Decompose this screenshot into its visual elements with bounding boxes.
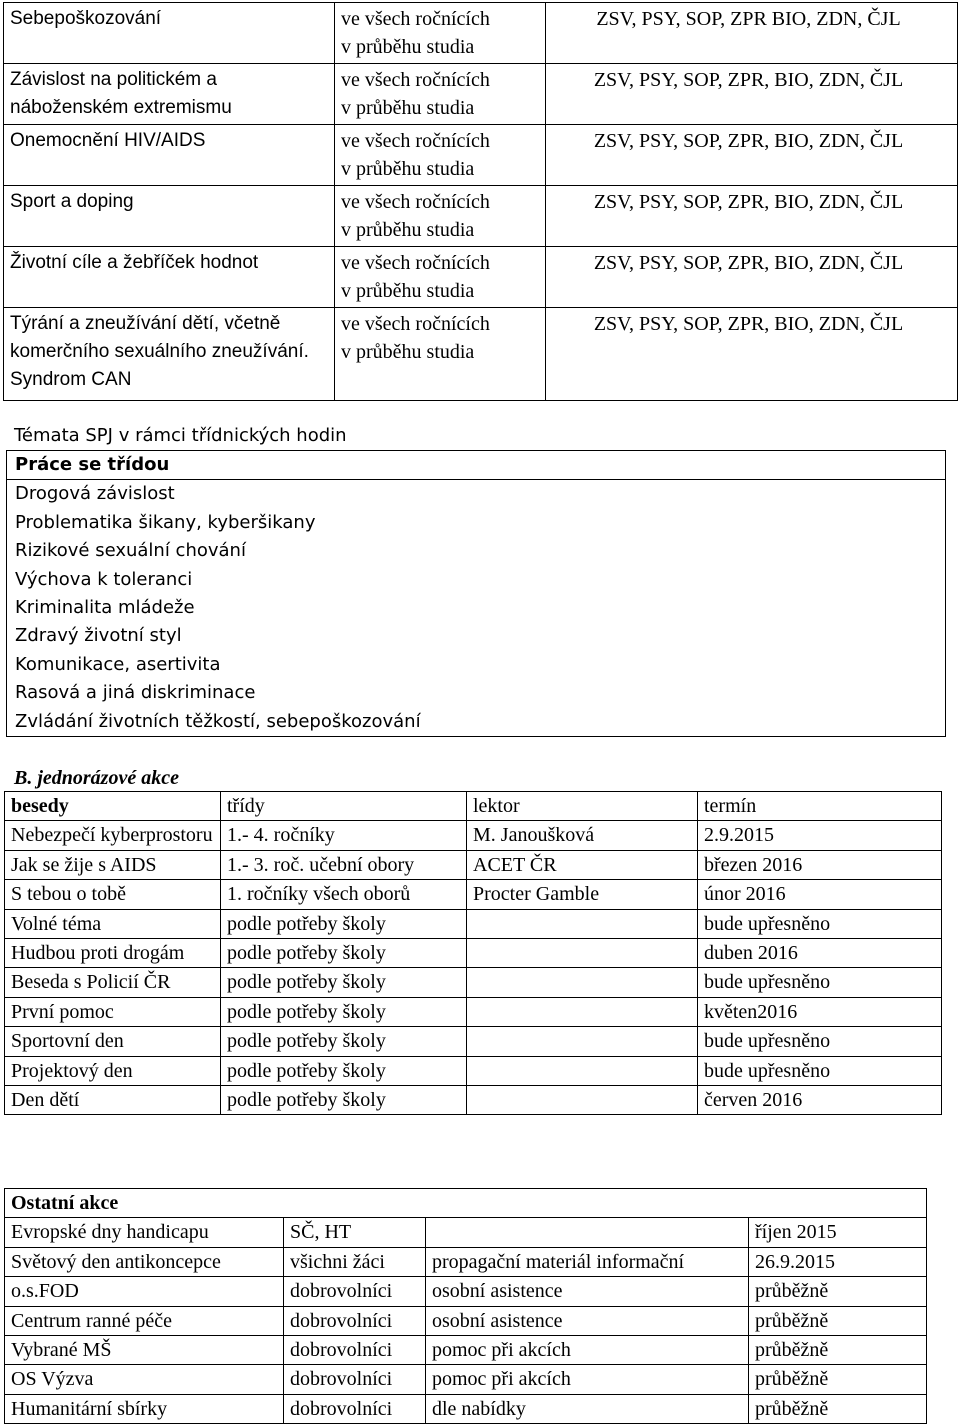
list-item: Zvládání životních těžkostí, sebepoškozování [15,710,421,732]
table-cell: 2.9.2015 [698,821,942,850]
table-cell: SČ, HT [284,1218,426,1247]
table-cell: červen 2016 [698,1086,942,1115]
table-cell: 1.- 4. ročníky [221,821,467,850]
subjects-cell: ZSV, PSY, SOP, ZPR, BIO, ZDN, ČJL [546,64,958,125]
column-header: termín [698,792,942,821]
table-cell: Projektový den [5,1056,221,1085]
table-cell: ACET ČR [467,850,698,879]
table-cell: bude upřesněno [698,968,942,997]
table-row [5,850,942,879]
table-cell: Nebezpečí kyberprostoru [5,821,221,850]
table-cell: Evropské dny handicapu [5,1218,284,1247]
table-cell: 1.- 3. roč. učební obory [221,850,467,879]
column-header: třídy [221,792,467,821]
table-cell: Procter Gamble [467,880,698,909]
table-row [4,3,958,64]
table-cell [467,968,698,997]
list-item: Výchova k toleranci [15,568,193,590]
table-cell: podle potřeby školy [221,1027,467,1056]
table-cell: Humanitární sbírky [5,1394,284,1423]
topic-cell: Sport a doping [4,186,335,247]
spj-table [6,450,946,737]
list-item: Rizikové sexuální chování [15,540,246,562]
table-header-row [5,792,942,821]
table-cell: Volné téma [5,909,221,938]
table-cell: průběžně [749,1277,927,1306]
when-cell: ve všech ročnících v průběhu studia [335,186,546,247]
when-cell: ve všech ročnících v průběhu studia [335,247,546,308]
events-table [4,791,942,1115]
subjects-cell: ZSV, PSY, SOP, ZPR, BIO, ZDN, ČJL [546,125,958,186]
topic-cell: Závislost na politickém a náboženském extremismu [4,64,335,125]
table-cell: průběžně [749,1365,927,1394]
table-cell: pomoc při akcích [426,1336,749,1365]
table-cell: 1. ročníky všech oborů [221,880,467,909]
list-item: Drogová závislost [15,483,175,505]
table-cell [467,1086,698,1115]
table-row [5,1218,927,1247]
table-cell: únor 2016 [698,880,942,909]
table-row [4,308,958,401]
table-cell: Den dětí [5,1086,221,1115]
topic-cell: Onemocnění HIV/AIDS [4,125,335,186]
when-cell: ve všech ročnících v průběhu studia [335,64,546,125]
table-cell: dobrovolníci [284,1336,426,1365]
table-cell: S tebou o tobě [5,880,221,909]
table-cell: dobrovolníci [284,1277,426,1306]
subjects-cell: ZSV, PSY, SOP, ZPR BIO, ZDN, ČJL [546,3,958,64]
when-cell: ve všech ročnících v průběhu studia [335,308,546,401]
when-cell: ve všech ročnících v průběhu studia [335,3,546,64]
table-cell: podle potřeby školy [221,909,467,938]
table-cell: březen 2016 [698,850,942,879]
table-cell: osobní asistence [426,1277,749,1306]
when-cell: ve všech ročnících v průběhu studia [335,125,546,186]
table-cell: bude upřesněno [698,1056,942,1085]
table-row [4,247,958,308]
table-cell: M. Janoušková [467,821,698,850]
table-row [5,939,942,968]
table-cell [467,997,698,1026]
table-cell: Hudbou proti drogám [5,939,221,968]
table-cell: podle potřeby školy [221,968,467,997]
table-cell: průběžně [749,1306,927,1335]
table-row [5,1056,942,1085]
table-row [7,480,946,737]
table-row [5,1027,942,1056]
other-events-table [4,1188,927,1424]
table-cell: Vybrané MŠ [5,1336,284,1365]
table-cell: všichni žáci [284,1247,426,1276]
table-cell [467,1056,698,1085]
list-item: Komunikace, asertivita [15,653,221,675]
table-row [5,997,942,1026]
table-cell: dle nabídky [426,1394,749,1423]
table-header-row [5,1189,927,1218]
table-cell: Jak se žije s AIDS [5,850,221,879]
column-header: besedy [5,792,221,821]
table-cell: dobrovolníci [284,1365,426,1394]
table-row [4,125,958,186]
table-row [5,1336,927,1365]
table-cell [467,1027,698,1056]
table-row [5,1086,942,1115]
table-cell [426,1218,749,1247]
table-cell: podle potřeby školy [221,997,467,1026]
list-item: Kriminalita mládeže [15,597,195,619]
other-events-title: Ostatní akce [5,1189,927,1218]
table-cell: osobní asistence [426,1306,749,1335]
spj-header: Práce se třídou [7,451,946,480]
table-cell: průběžně [749,1394,927,1423]
table-row [5,880,942,909]
spj-items [7,480,946,737]
table-row [4,186,958,247]
table-cell: Sportovní den [5,1027,221,1056]
table-row [5,968,942,997]
table-cell: dobrovolníci [284,1306,426,1335]
list-item: Rasová a jiná diskriminace [15,682,256,704]
table-row [7,451,946,480]
table-cell: duben 2016 [698,939,942,968]
table-cell: podle potřeby školy [221,939,467,968]
table-cell: květen2016 [698,997,942,1026]
topic-cell: Životní cíle a žebříček hodnot [4,247,335,308]
column-header: lektor [467,792,698,821]
subjects-cell: ZSV, PSY, SOP, ZPR, BIO, ZDN, ČJL [546,247,958,308]
table-cell: bude upřesněno [698,909,942,938]
table-cell: Centrum ranné péče [5,1306,284,1335]
list-item: Problematika šikany, kyberšikany [15,511,316,533]
table-row [4,64,958,125]
topics-table [3,2,958,401]
table-cell: dobrovolníci [284,1394,426,1423]
table-row [5,821,942,850]
topic-cell: Týrání a zneužívání dětí, včetně komerčního sexuálního zneužívání. Syndrom CAN [4,308,335,401]
table-row [5,1306,927,1335]
subjects-cell: ZSV, PSY, SOP, ZPR, BIO, ZDN, ČJL [546,186,958,247]
section-title: B. jednorázové akce [14,767,179,789]
table-cell: pomoc při akcích [426,1365,749,1394]
topic-cell: Sebepoškozování [4,3,335,64]
table-cell [467,909,698,938]
table-row [5,1277,927,1306]
table-cell: bude upřesněno [698,1027,942,1056]
table-cell: propagační materiál informační [426,1247,749,1276]
subjects-cell: ZSV, PSY, SOP, ZPR, BIO, ZDN, ČJL [546,308,958,401]
list-item: Zdravý životní styl [15,625,182,647]
table-cell: OS Výzva [5,1365,284,1394]
table-cell: o.s.FOD [5,1277,284,1306]
table-cell: průběžně [749,1336,927,1365]
table-cell: 26.9.2015 [749,1247,927,1276]
table-row [5,909,942,938]
table-cell: říjen 2015 [749,1218,927,1247]
table-cell: První pomoc [5,997,221,1026]
table-cell: podle potřeby školy [221,1056,467,1085]
table-row [5,1247,927,1276]
table-cell [467,939,698,968]
table-row [5,1365,927,1394]
table-row [5,1394,927,1423]
table-cell: Světový den antikoncepce [5,1247,284,1276]
table-cell: podle potřeby školy [221,1086,467,1115]
spj-title: Témata SPJ v rámci třídnických hodin [14,425,347,446]
table-cell: Beseda s Policií ČR [5,968,221,997]
